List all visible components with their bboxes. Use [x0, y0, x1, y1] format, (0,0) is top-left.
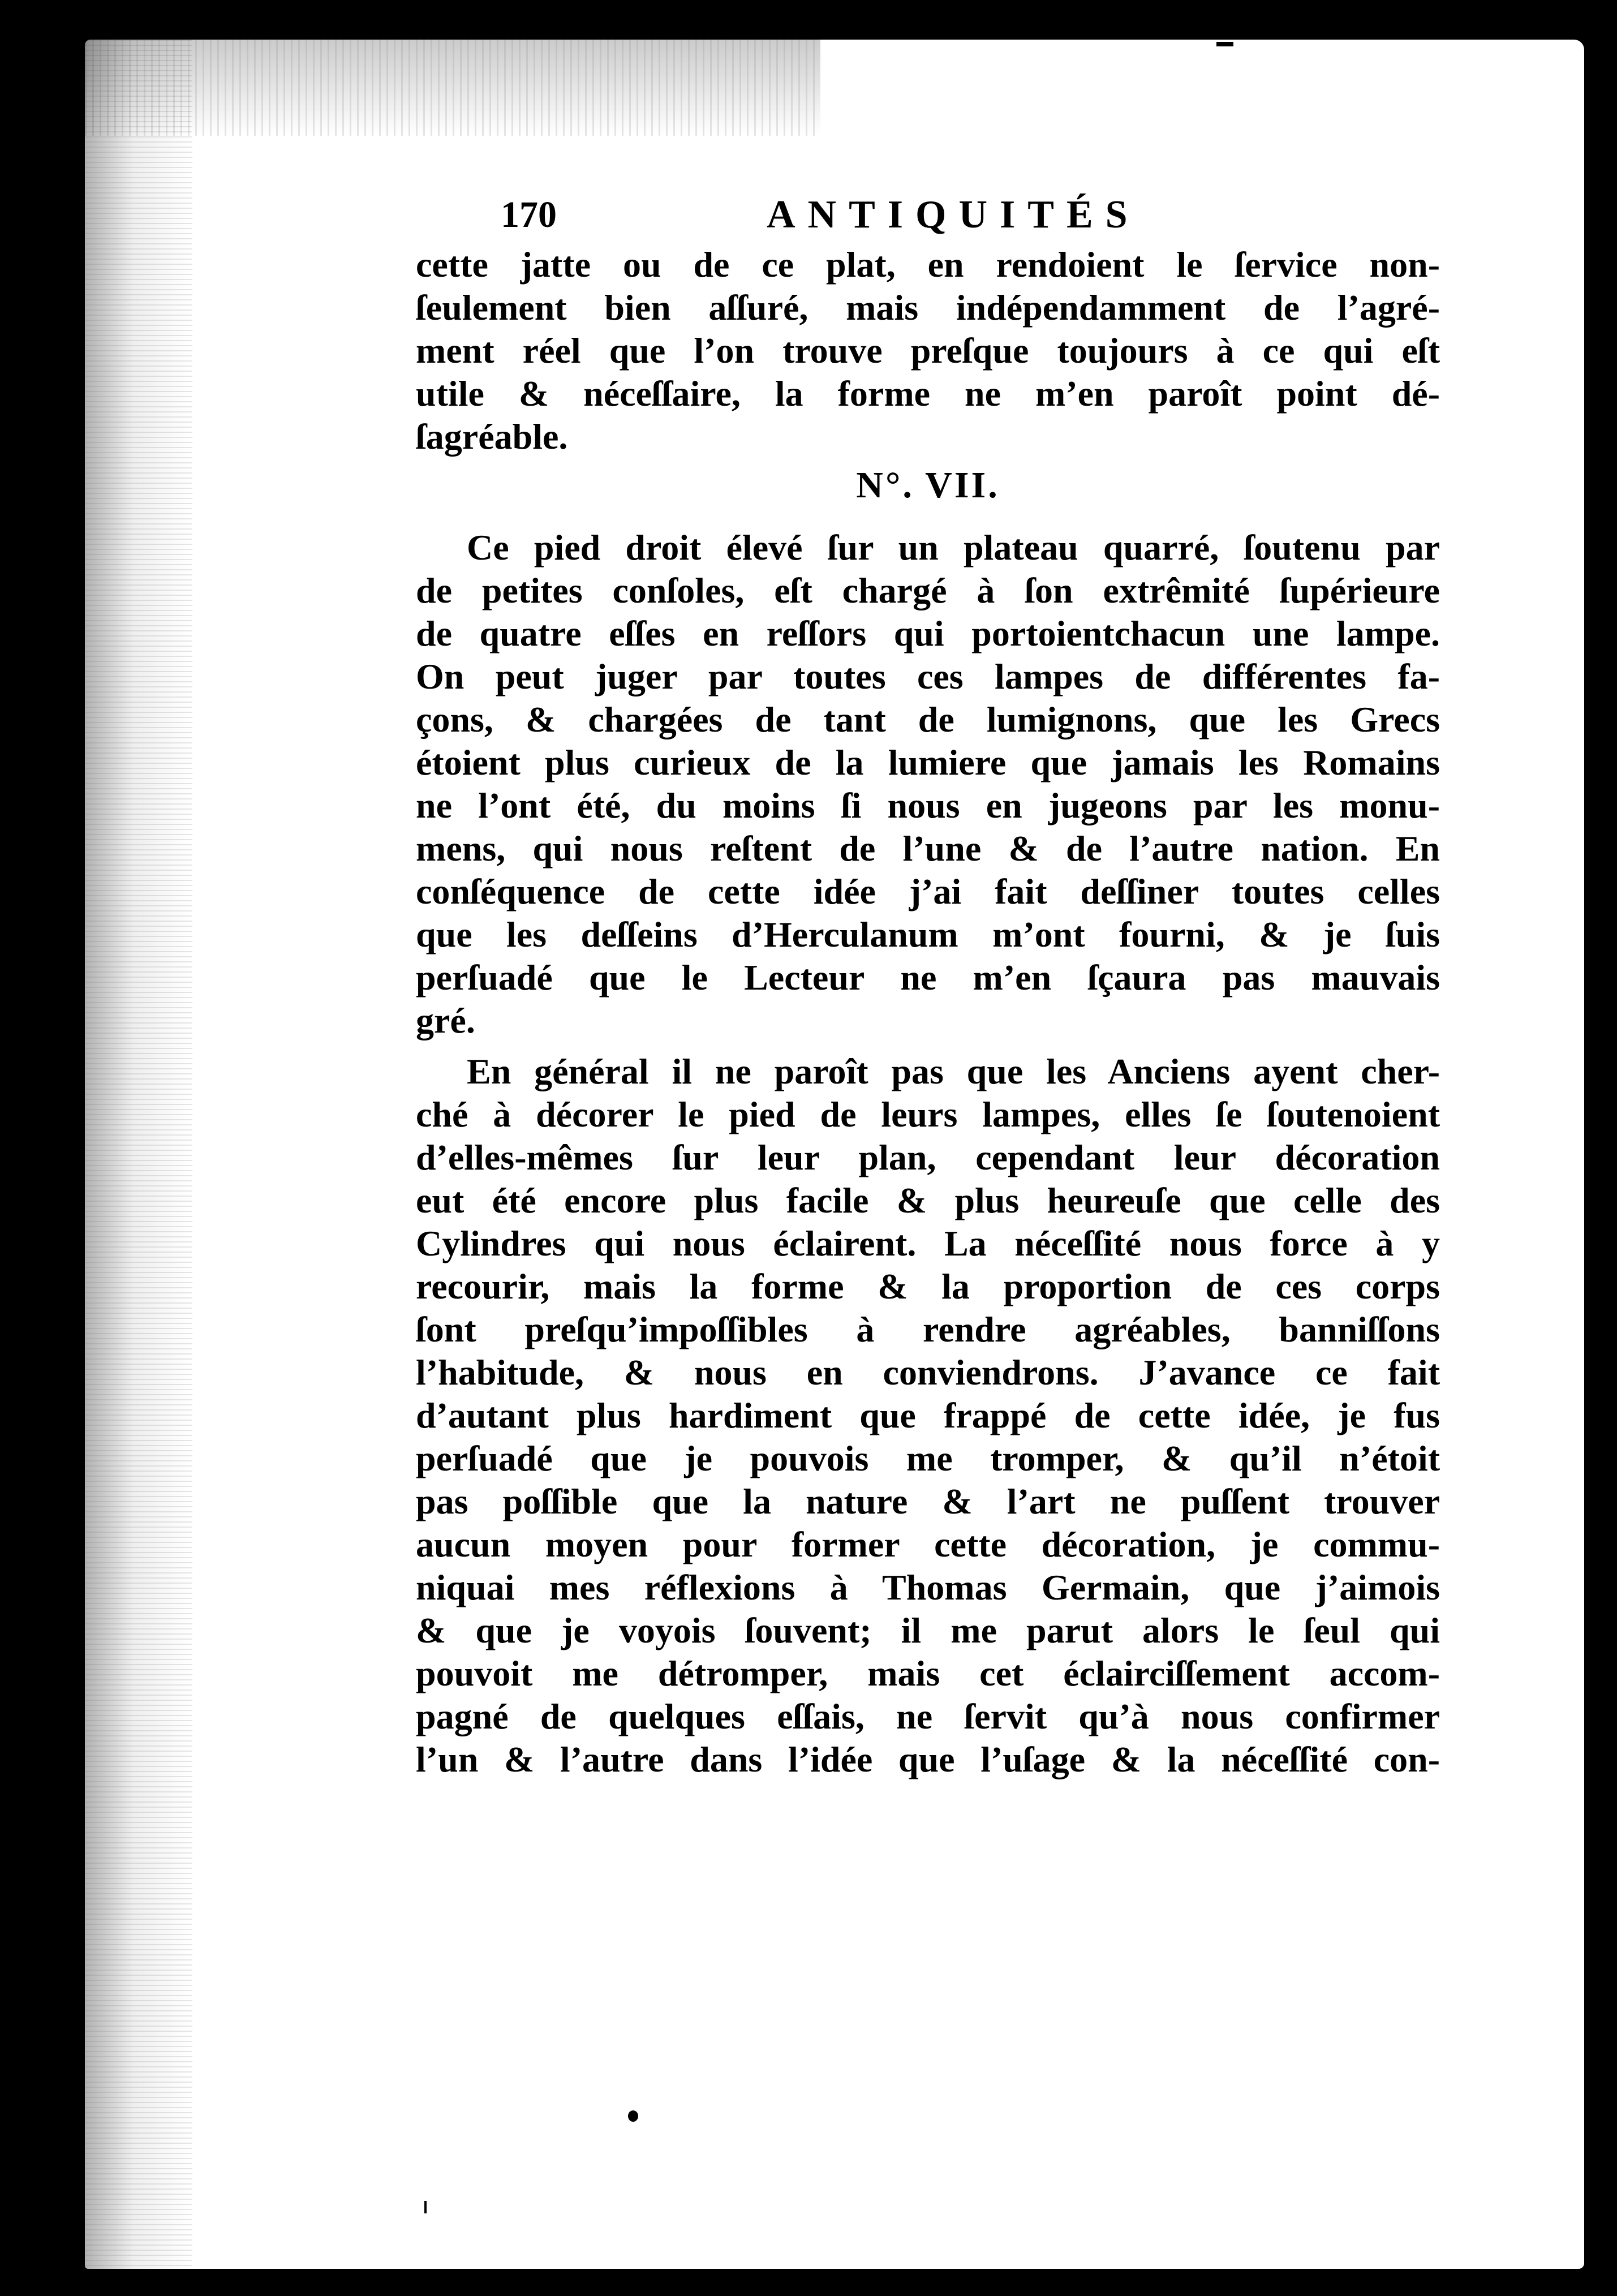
- text-line: perſuadé que le Lecteur ne m’en ſçaura pas mauvais: [416, 957, 1440, 997]
- ink-mark: [424, 2201, 427, 2213]
- paragraph-1: [416, 243, 1440, 458]
- text-line: recourir, mais la forme & la proportion de ces corps: [416, 1266, 1440, 1306]
- page-number: 170: [501, 194, 557, 235]
- text-line: pagné de quelques eſſais, ne ſervit qu’à nous confirmer: [416, 1696, 1440, 1736]
- text-line: l’un & l’autre dans l’idée que l’uſage & la néceſſité con-: [416, 1739, 1440, 1779]
- text-line: cette jatte ou de ce plat, en rendoient le ſervice non-: [416, 244, 1440, 285]
- text-line: ſeulement bien aſſuré, mais indépendamment de l’agré-: [416, 287, 1440, 328]
- text-line: ne l’ont été, du moins ſi nous en jugeons par les monu-: [416, 785, 1440, 825]
- text-line: d’elles-mêmes ſur leur plan, cependant leur décoration: [416, 1137, 1440, 1177]
- text-line: pas poſſible que la nature & l’art ne puſſent trouver: [416, 1481, 1440, 1521]
- text-line: étoient plus curieux de la lumiere que jamais les Romains: [416, 742, 1440, 782]
- ink-mark: [1216, 42, 1233, 46]
- text-line: niquai mes réflexions à Thomas Germain, que j’aimois: [416, 1567, 1440, 1607]
- text-line: eut été encore plus facile & plus heureuſe que celle des: [416, 1180, 1440, 1220]
- text-line: l’habitude, & nous en conviendrons. J’avance ce fait: [416, 1352, 1440, 1392]
- text-line: ſagréable.: [416, 416, 568, 457]
- spacer: [416, 1042, 1440, 1050]
- running-head: [416, 187, 1440, 243]
- text-line: utile & néceſſaire, la forme ne m’en paroît point dé-: [416, 373, 1440, 414]
- text-line: gré.: [416, 1000, 475, 1040]
- text-block: [416, 187, 1440, 1781]
- text-line: de petites conſoles, eſt chargé à ſon extrêmité ſupérieure: [416, 570, 1440, 610]
- text-line: aucun moyen pour former cette décoration, je commu-: [416, 1524, 1440, 1564]
- paragraph-3: [416, 1050, 1440, 1781]
- text-line: que les deſſeins d’Herculanum m’ont fourni, & je ſuis: [416, 914, 1440, 954]
- text-line: de quatre eſſes en reſſors qui portoientchacun une lampe.: [416, 613, 1440, 653]
- ink-dot-mark: [628, 2110, 638, 2122]
- text-line: ment réel que l’on trouve preſque toujours à ce qui eſt: [416, 330, 1440, 371]
- text-line: & que je voyois ſouvent; il me parut alors le ſeul qui: [416, 1610, 1440, 1650]
- text-line: Cylindres qui nous éclairent. La néceſſité nous force à y: [416, 1223, 1440, 1263]
- text-line: En général il ne paroît pas que les Anciens ayent cher-: [467, 1051, 1440, 1091]
- text-line: çons, & chargées de tant de lumignons, que les Grecs: [416, 699, 1440, 739]
- text-line: ché à décorer le pied de leurs lampes, elles ſe ſoutenoient: [416, 1094, 1440, 1134]
- paragraph-2: [416, 526, 1440, 1042]
- text-line: mens, qui nous reſtent de l’une & de l’autre nation. En: [416, 828, 1440, 868]
- text-line: d’autant plus hardiment que frappé de cette idée, je fus: [416, 1395, 1440, 1435]
- text-line: conſéquence de cette idée j’ai fait deſſiner toutes celles: [416, 871, 1440, 911]
- section-title: N°. VII.: [856, 465, 1000, 506]
- text-line: ſont preſqu’impoſſibles à rendre agréables, banniſſons: [416, 1309, 1440, 1349]
- text-line: pouvoit me détromper, mais cet éclairciſſement accom-: [416, 1653, 1440, 1693]
- scan-top-shadow: [85, 40, 820, 136]
- text-line: Ce pied droit élevé ſur un plateau quarré, ſoutenu par: [467, 527, 1440, 567]
- scan-edge-shadow: [85, 40, 192, 2269]
- text-line: perſuadé que je pouvois me tromper, & qu’il n’étoit: [416, 1438, 1440, 1478]
- text-line: On peut juger par toutes ces lampes de différentes fa-: [416, 656, 1440, 696]
- running-title: ANTIQUITÉS: [767, 193, 1140, 237]
